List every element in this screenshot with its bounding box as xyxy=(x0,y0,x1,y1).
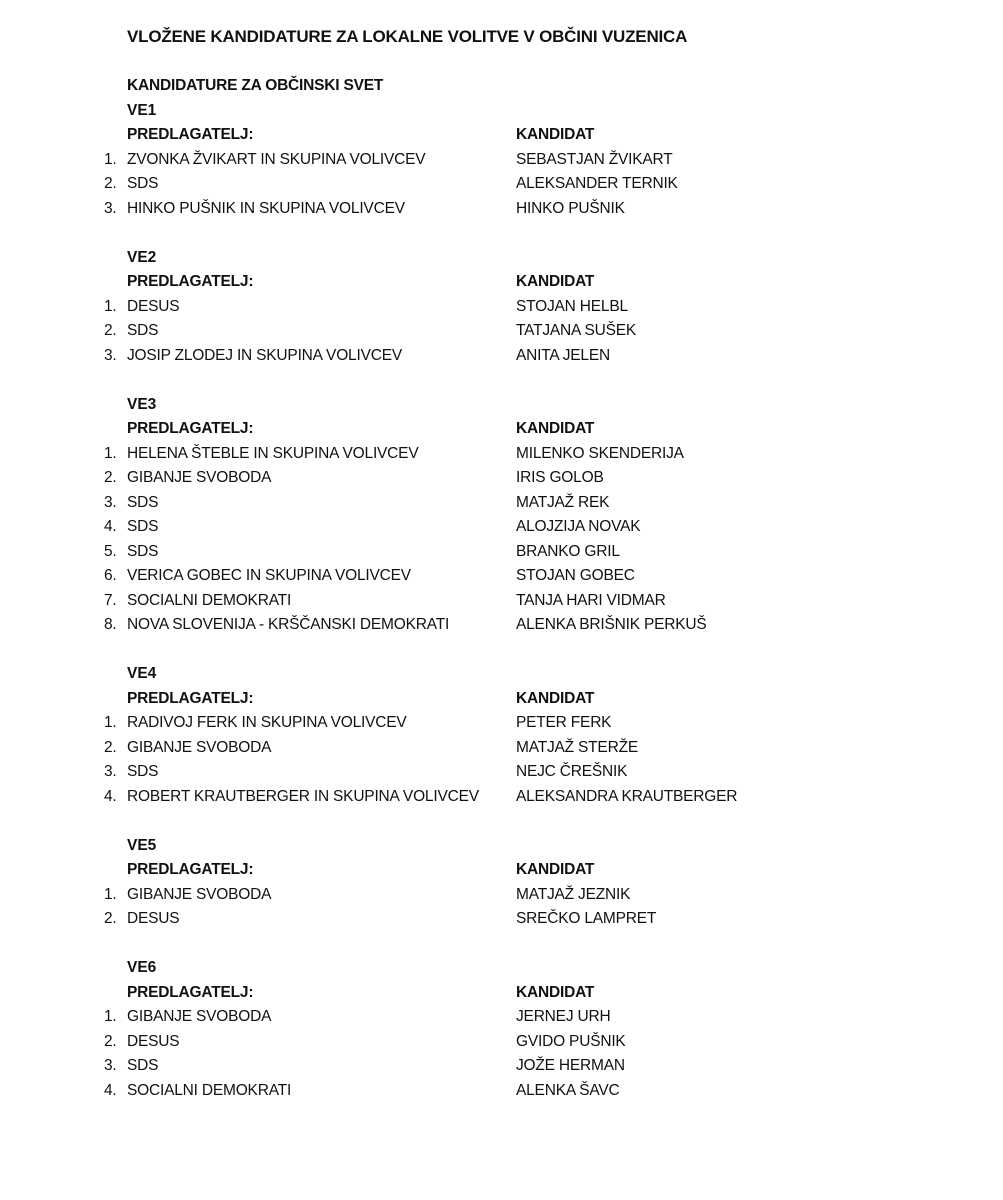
candidature-row xyxy=(104,564,963,589)
candidature-row xyxy=(104,295,963,320)
kandidat-value: JERNEJ URH xyxy=(516,1008,611,1025)
candidature-row xyxy=(104,1079,963,1104)
kandidat-header: KANDIDAT xyxy=(516,983,595,1001)
predlagatelj-value: SOCIALNI DEMOKRATI xyxy=(127,1081,292,1099)
kandidat-value: ALEKSANDRA KRAUTBERGER xyxy=(516,787,738,805)
predlagatelj-header: PREDLAGATELJ: xyxy=(127,983,254,1001)
kandidat-value: MATJAŽ JEZNIK xyxy=(516,885,631,903)
section-ve5 xyxy=(104,834,963,932)
candidature-row xyxy=(104,711,963,736)
kandidat-value: HINKO PUŠNIK xyxy=(516,199,625,217)
row-number: 2. xyxy=(104,910,117,927)
predlagatelj-header: PREDLAGATELJ: xyxy=(127,689,254,707)
row-number: 1. xyxy=(104,714,117,731)
row-number: 3. xyxy=(104,346,117,364)
candidature-row xyxy=(104,883,963,908)
kandidat-value: ALEKSANDER TERNIK xyxy=(516,175,678,192)
predlagatelj-value: ROBERT KRAUTBERGER IN SKUPINA VOLIVCEV xyxy=(127,787,479,805)
predlagatelj-value: SDS xyxy=(127,175,159,192)
row-number: 2. xyxy=(104,1032,117,1050)
candidature-row xyxy=(104,197,963,222)
section-ve3 xyxy=(104,393,963,638)
column-header-row xyxy=(104,270,963,295)
document-title: VLOŽENE KANDIDATURE ZA LOKALNE VOLITVE V OBČINI VUZENICA xyxy=(127,27,688,46)
candidature-row xyxy=(104,491,963,516)
column-header-row xyxy=(104,123,963,148)
kandidat-header: KANDIDAT xyxy=(516,420,595,437)
kandidat-value: TATJANA SUŠEK xyxy=(516,322,636,339)
kandidat-value: PETER FERK xyxy=(516,714,612,731)
unit-label: VE4 xyxy=(127,665,157,682)
unit-label: VE1 xyxy=(127,101,157,119)
candidature-row xyxy=(104,1030,963,1055)
kandidat-value: SEBASTJAN ŽVIKART xyxy=(516,150,673,168)
predlagatelj-header: PREDLAGATELJ: xyxy=(127,861,254,878)
candidature-row xyxy=(104,1054,963,1079)
predlagatelj-value: GIBANJE SVOBODA xyxy=(127,885,272,903)
predlagatelj-value: GIBANJE SVOBODA xyxy=(127,469,272,486)
section-ve1 xyxy=(104,99,963,222)
section-ve4 xyxy=(104,662,963,809)
kandidat-value: ALENKA BRIŠNIK PERKUŠ xyxy=(516,616,707,633)
row-number: 2. xyxy=(104,322,117,339)
num-spacer xyxy=(104,981,127,1006)
predlagatelj-value: GIBANJE SVOBODA xyxy=(127,738,272,756)
predlagatelj-value: SDS xyxy=(127,1057,159,1074)
kandidat-value: NEJC ČREŠNIK xyxy=(516,763,628,780)
section-ve2 xyxy=(104,246,963,369)
unit-label: VE6 xyxy=(127,959,157,976)
kandidat-value: MATJAŽ STERŽE xyxy=(516,738,638,756)
row-number: 1. xyxy=(104,297,117,315)
candidature-row xyxy=(104,589,963,614)
row-number: 6. xyxy=(104,567,117,584)
predlagatelj-value: JOSIP ZLODEJ IN SKUPINA VOLIVCEV xyxy=(127,346,402,364)
row-number: 2. xyxy=(104,469,117,486)
row-number: 1. xyxy=(104,444,117,462)
column-header-row xyxy=(104,858,963,883)
list-subtitle: KANDIDATURE ZA OBČINSKI SVET xyxy=(127,77,384,94)
candidature-row xyxy=(104,515,963,540)
kandidat-value: ANITA JELEN xyxy=(516,346,610,364)
row-number: 8. xyxy=(104,616,117,633)
unit-label: VE2 xyxy=(127,248,157,266)
predlagatelj-value: SDS xyxy=(127,763,159,780)
predlagatelj-value: SDS xyxy=(127,518,159,535)
kandidat-header: KANDIDAT xyxy=(516,689,595,707)
candidature-row xyxy=(104,172,963,197)
predlagatelj-value: NOVA SLOVENIJA - KRŠČANSKI DEMOKRATI xyxy=(127,616,450,633)
row-number: 1. xyxy=(104,150,117,168)
candidature-row xyxy=(104,466,963,491)
kandidat-value: MATJAŽ REK xyxy=(516,493,610,511)
kandidat-value: ALENKA ŠAVC xyxy=(516,1081,620,1099)
predlagatelj-value: GIBANJE SVOBODA xyxy=(127,1008,272,1025)
row-number: 1. xyxy=(104,885,117,903)
candidature-row xyxy=(104,148,963,173)
candidature-row xyxy=(104,760,963,785)
row-number: 5. xyxy=(104,542,117,560)
predlagatelj-value: SDS xyxy=(127,542,159,560)
predlagatelj-value: DESUS xyxy=(127,297,180,315)
kandidat-value: STOJAN HELBL xyxy=(516,297,628,315)
num-spacer xyxy=(104,417,127,442)
candidature-row xyxy=(104,442,963,467)
row-number: 2. xyxy=(104,738,117,756)
candidature-row xyxy=(104,613,963,638)
row-number: 4. xyxy=(104,787,117,805)
kandidat-header: KANDIDAT xyxy=(516,861,595,878)
row-number: 4. xyxy=(104,1081,117,1099)
num-spacer xyxy=(104,123,127,148)
kandidat-value: GVIDO PUŠNIK xyxy=(516,1032,626,1050)
candidature-row xyxy=(104,736,963,761)
candidature-row xyxy=(104,785,963,810)
row-number: 7. xyxy=(104,591,117,609)
candidature-row xyxy=(104,319,963,344)
predlagatelj-value: ZVONKA ŽVIKART IN SKUPINA VOLIVCEV xyxy=(127,150,426,168)
row-number: 2. xyxy=(104,175,117,192)
candidature-row xyxy=(104,540,963,565)
predlagatelj-value: HINKO PUŠNIK IN SKUPINA VOLIVCEV xyxy=(127,199,405,217)
candidature-row xyxy=(104,344,963,369)
predlagatelj-value: DESUS xyxy=(127,1032,180,1050)
kandidat-value: MILENKO SKENDERIJA xyxy=(516,444,684,462)
row-number: 3. xyxy=(104,199,117,217)
predlagatelj-value: DESUS xyxy=(127,910,180,927)
unit-label: VE5 xyxy=(127,836,157,854)
column-header-row xyxy=(104,687,963,712)
unit-label: VE3 xyxy=(127,395,157,413)
predlagatelj-header: PREDLAGATELJ: xyxy=(127,273,254,290)
kandidat-value: SREČKO LAMPRET xyxy=(516,910,657,927)
predlagatelj-header: PREDLAGATELJ: xyxy=(127,126,254,143)
candidature-row xyxy=(104,1005,963,1030)
predlagatelj-value: SOCIALNI DEMOKRATI xyxy=(127,591,292,609)
num-spacer xyxy=(104,687,127,712)
column-header-row xyxy=(104,417,963,442)
column-header-row xyxy=(104,981,963,1006)
kandidat-value: TANJA HARI VIDMAR xyxy=(516,591,666,609)
candidature-row xyxy=(104,907,963,932)
kandidat-value: STOJAN GOBEC xyxy=(516,567,635,584)
predlagatelj-value: SDS xyxy=(127,322,159,339)
row-number: 3. xyxy=(104,1057,117,1074)
section-ve6 xyxy=(104,956,963,1103)
kandidat-value: ALOJZIJA NOVAK xyxy=(516,518,641,535)
row-number: 3. xyxy=(104,763,117,780)
predlagatelj-value: VERICA GOBEC IN SKUPINA VOLIVCEV xyxy=(127,567,411,584)
kandidat-value: JOŽE HERMAN xyxy=(516,1057,625,1074)
row-number: 4. xyxy=(104,518,117,535)
kandidat-value: BRANKO GRIL xyxy=(516,542,620,560)
predlagatelj-value: RADIVOJ FERK IN SKUPINA VOLIVCEV xyxy=(127,714,407,731)
kandidat-header: KANDIDAT xyxy=(516,273,595,290)
row-number: 1. xyxy=(104,1008,117,1025)
predlagatelj-header: PREDLAGATELJ: xyxy=(127,420,254,437)
kandidat-value: IRIS GOLOB xyxy=(516,469,604,486)
kandidat-header: KANDIDAT xyxy=(516,126,595,143)
predlagatelj-value: HELENA ŠTEBLE IN SKUPINA VOLIVCEV xyxy=(127,444,419,462)
num-spacer xyxy=(104,270,127,295)
num-spacer xyxy=(104,858,127,883)
row-number: 3. xyxy=(104,493,117,511)
predlagatelj-value: SDS xyxy=(127,493,159,511)
